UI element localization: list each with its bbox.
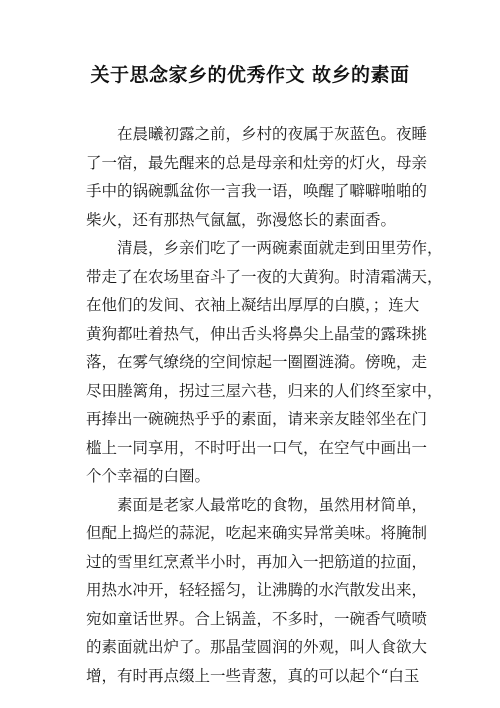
text-line: 用热水冲开，轻轻摇匀，让沸腾的水汽散发出来， xyxy=(86,581,428,599)
text-line: 但配上捣烂的蒜泥，吃起来确实异常美味。将腌制 xyxy=(86,524,428,542)
text-line: 在他们的发间、衣袖上凝结出厚厚的白膜，；连大 xyxy=(86,296,420,314)
paragraph-2 xyxy=(86,234,443,491)
text-line: 个个幸福的白圈。 xyxy=(86,467,211,485)
text-line: 宛如童话世界。合上锅盖，不多时，一碗香气喷喷 xyxy=(86,609,428,628)
text-line: 槛上一同享用，不时吁出一口气，在空气中画出一 xyxy=(86,438,428,457)
text-line: 了一宿，最先醒来的总是母亲和灶旁的灯火，母亲 xyxy=(86,153,428,172)
text-line: 柴火，还有那热气氤氲，弥漫悠长的素面香。 xyxy=(86,210,397,229)
text-line: 再捧出一碗碗热乎乎的素面，请来亲友睦邻坐在门 xyxy=(86,410,428,428)
text-line: 落，在雾气缭绕的空间惊起一圈圈涟漪。傍晚，走 xyxy=(86,353,428,371)
text-line: 手中的锅碗瓢盆你一言我一语，唤醒了噼噼啪啪的 xyxy=(86,182,428,200)
document-body xyxy=(86,120,443,690)
paragraph-3 xyxy=(86,491,428,691)
text-line: 的素面就出炉了。那晶莹圆润的外观，叫人食欲大 xyxy=(86,638,428,656)
text-line: 在晨曦初露之前，乡村的夜属于灰蓝色。夜睡 xyxy=(117,125,428,143)
text-line: 黄狗都吐着热气，伸出舌头将鼻尖上晶莹的露珠挑 xyxy=(86,324,428,343)
paragraph-1 xyxy=(86,120,428,234)
text-line: 过的雪里红烹煮半小时，再加入一把筋道的拉面， xyxy=(86,552,428,571)
text-line: 素面是老家人最常吃的食物，虽然用材简单， xyxy=(117,495,428,514)
text-line: 带走了在农场里奋斗了一夜的大黄狗。时清霜满天， xyxy=(86,267,443,286)
document-title: 关于思念家乡的优秀作文 故乡的素面 xyxy=(90,64,410,86)
text-line: 增，有时再点缀上一些青葱，真的可以起个“白玉 xyxy=(86,666,420,685)
text-line: 尽田塍篱角，拐过三屋六巷，归来的人们终至家中， xyxy=(86,381,443,400)
text-line: 清晨，乡亲们吃了一两碗素面就走到田里劳作， xyxy=(117,239,443,257)
